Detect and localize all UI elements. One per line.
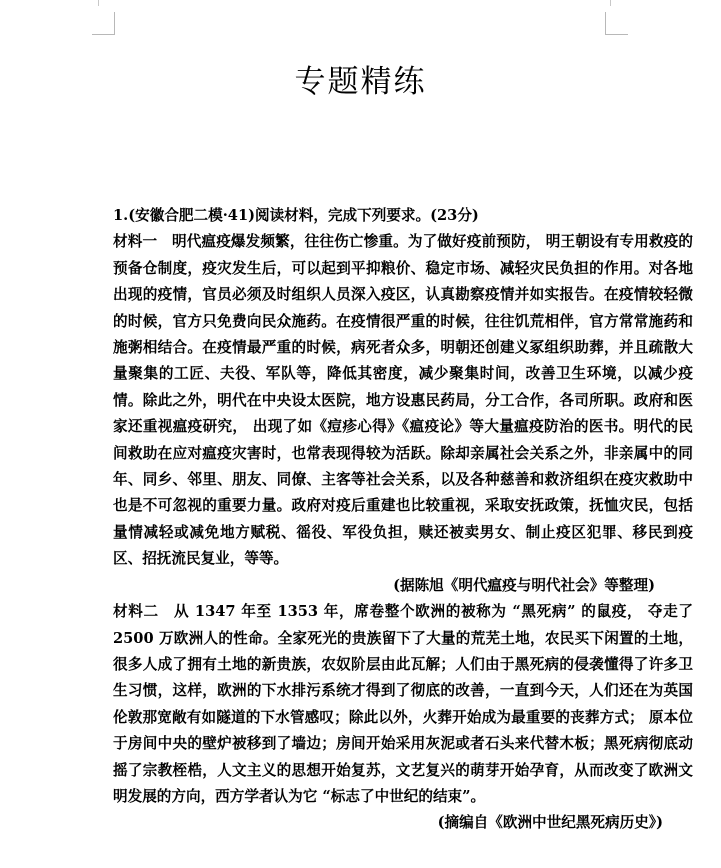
material-two-paragraph: 材料二 从 1347 年至 1353 年，席卷整个欧洲的被称为 “黑死病” 的鼠疫， 夺走了 2500 万欧洲人的性命。全家死光的贵族留下了大量的荒芜土地，农民买下闲置的土地，很多人成了拥有土地的新贵族，农奴阶层由此瓦解；人们由于黑死病的侵袭懂得了许多卫生习惯，这样，欧洲的下水排污系统才得到了彻底的改善，一直到今天，人们还在为英国伦敦那宽敞有如隧道的下水管感叹；除此以外，火葬开始成为最重要的丧葬方式； 原本位于房间中央的壁炉被移到了墙边；房间开始采用灰泥或者石头来代替木板；黑死病彻底动摇了宗教桎梏，人文主义的思想开始复苏，文艺复兴的萌芽开始孕育，从而改变了欧洲文明发展的方向，西方学者认为它 “标志了中世纪的结束”。 — [113, 603, 693, 805]
material-two-source: (摘编自《欧洲中世纪黑死病历史》) — [437, 814, 663, 832]
margin-corner-top-right — [605, 12, 628, 35]
top-margin-mark-left — [98, 0, 99, 6]
top-margin-mark-right — [610, 0, 611, 6]
document-body — [113, 203, 693, 837]
material-one-source: (据陈旭《明代瘟疫与明代社会》等整理) — [393, 576, 655, 594]
margin-corner-top-left — [92, 12, 115, 35]
question-heading: 1.(安徽合肥二模·41)阅读材料，完成下列要求。(23分) — [113, 207, 479, 224]
material-one-paragraph: 材料一 明代瘟疫爆发频繁，往往伤亡惨重。为了做好疫前预防， 明王朝设有专用救疫的预备仓制度，疫灾发生后，可以起到平抑粮价、稳定市场、减轻灾民负担的作用。对各地出现的疫情，官员必须及时组织人员深入疫区，认真勘察疫情并如实报告。在疫情较轻微的时候，官方只免费向民众施药。在疫情很严重的时候，往往饥荒相伴，官方常常施药和施粥相结合。在疫情最严重的时候，病死者众多，明朝还创建义冢组织助葬，并且疏散大量聚集的工匠、夫役、军队等，降低其密度，减少聚集时间，改善卫生环境，以减少疫情。除此之外，明代在中央设太医院，地方设惠民药局，分工合作，各司所职。政府和医家还重视瘟疫研究， 出现了如《痘疹心得》《瘟疫论》等大量瘟疫防治的医书。明代的民间救助在应对瘟疫灾害时，也常表现得较为活跃。除却亲属社会关系之外，非亲属中的同年、同乡、邻里、朋友、同僚、主客等社会关系，以及各种慈善和救济组织在疫灾救助中也是不可忽视的重要力量。政府对疫后重建也比较重视，采取安抚政策，抚恤灾民，包括量情减轻或减免地方赋税、徭役、军役负担，赎还被卖男女、制止疫区犯罪、移民到疫区、招抚流民复业，等等。 — [113, 233, 693, 568]
page-title: 专题精练 — [294, 64, 427, 100]
